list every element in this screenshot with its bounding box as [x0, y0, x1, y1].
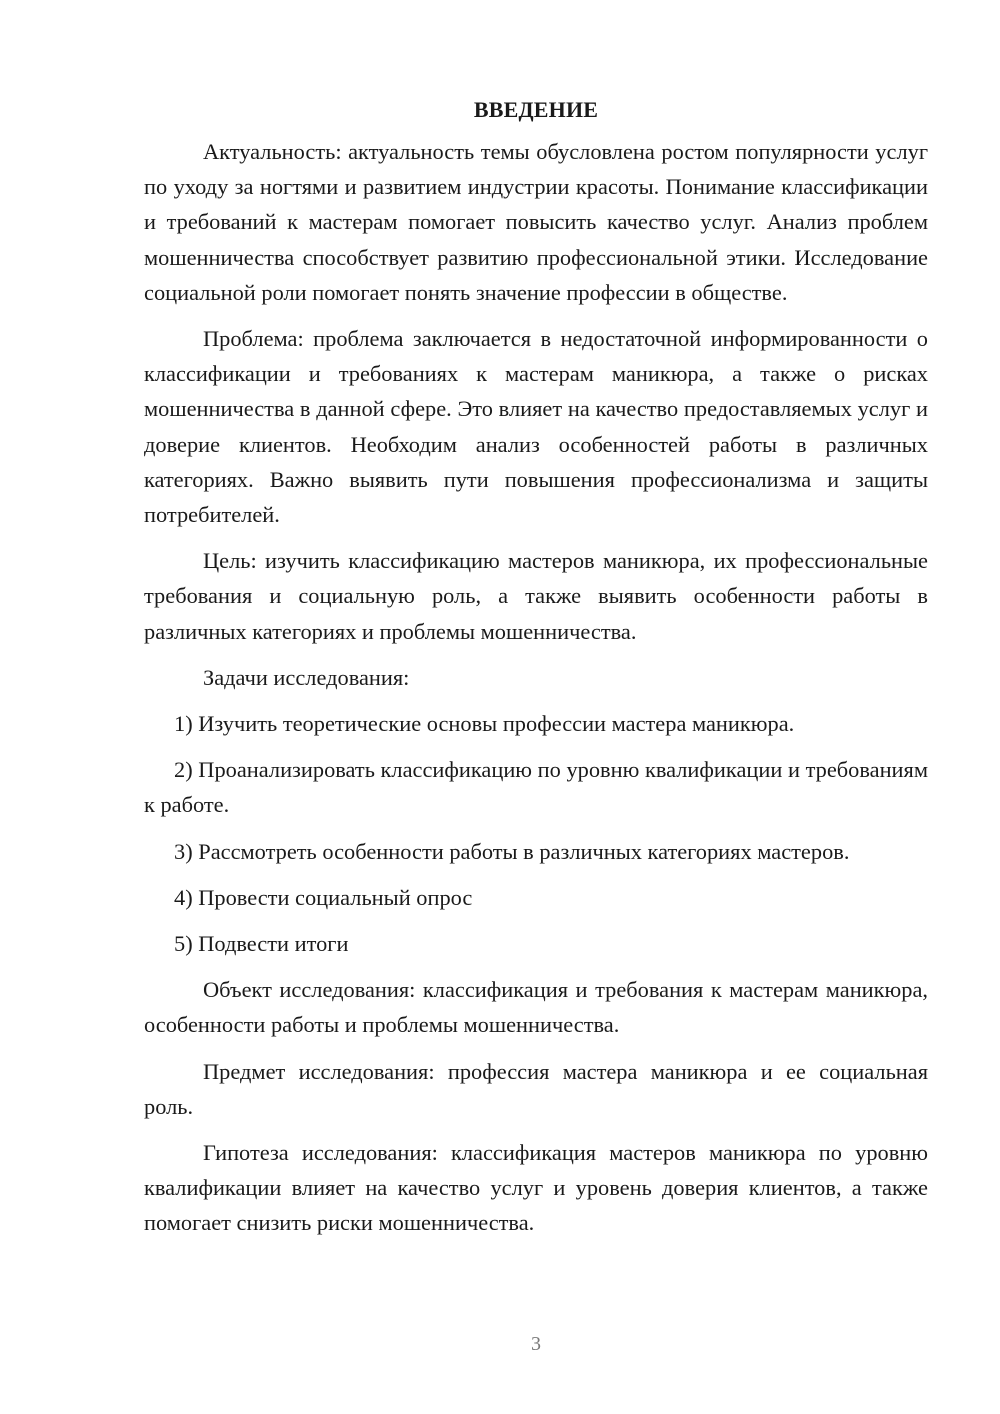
page-number: 3: [531, 1333, 541, 1355]
paragraph-object: Объект исследования: классификация и требования к мастерам маникюра, особенности работы и проблемы мошенничества.: [144, 977, 928, 1038]
paragraph-subject: Предмет исследования: профессия мастера маникюра и ее социальная роль.: [144, 1058, 928, 1119]
tasks-title: Задачи исследования:: [203, 664, 410, 690]
task-item-2: 2) Проанализировать классификацию по уровню квалификации и требованиям к работе.: [144, 757, 928, 818]
paragraph-problem: Проблема: проблема заключается в недостаточной информированности о классификации и требованиях к мастерам маникюра, а также о рисках мошенничества в данной сфере. Это влияет на качество предоставляемых услуг и доверие клиентов. Необходим анализ особенностей работы в различных категориях. Важно выявить пути повышения профессионализма и защиты потребителей.: [144, 326, 928, 528]
task-item-3: 3) Рассмотреть особенности работы в различных категориях мастеров.: [174, 838, 850, 864]
document-page: [144, 92, 928, 1241]
task-item-5: 5) Подвести итоги: [174, 931, 349, 957]
paragraph-goal: Цель: изучить классификацию мастеров маникюра, их профессиональные требования и социальную роль, а также выявить особенности работы в различных категориях и проблемы мошенничества.: [144, 548, 928, 644]
paragraph-relevance: Актуальность: актуальность темы обусловлена ростом популярности услуг по уходу за ногтями и развитием индустрии красоты. Понимание классификации и требований к мастерам помогает повысить качество услуг. Анализ проблем мошенничества способствует развитию профессиональной этики. Исследование социальной роли помогает понять значение профессии в обществе.: [144, 139, 928, 305]
section-heading: ВВЕДЕНИЕ: [473, 97, 599, 122]
task-item-1: 1) Изучить теоретические основы профессии мастера маникюра.: [174, 711, 795, 737]
paragraph-hypothesis: Гипотеза исследования: классификация мастеров маникюра по уровню квалификации влияет на качество услуг и уровень доверия клиентов, а также помогает снизить риски мошенничества.: [144, 1140, 928, 1236]
task-item-4: 4) Провести социальный опрос: [174, 884, 473, 910]
